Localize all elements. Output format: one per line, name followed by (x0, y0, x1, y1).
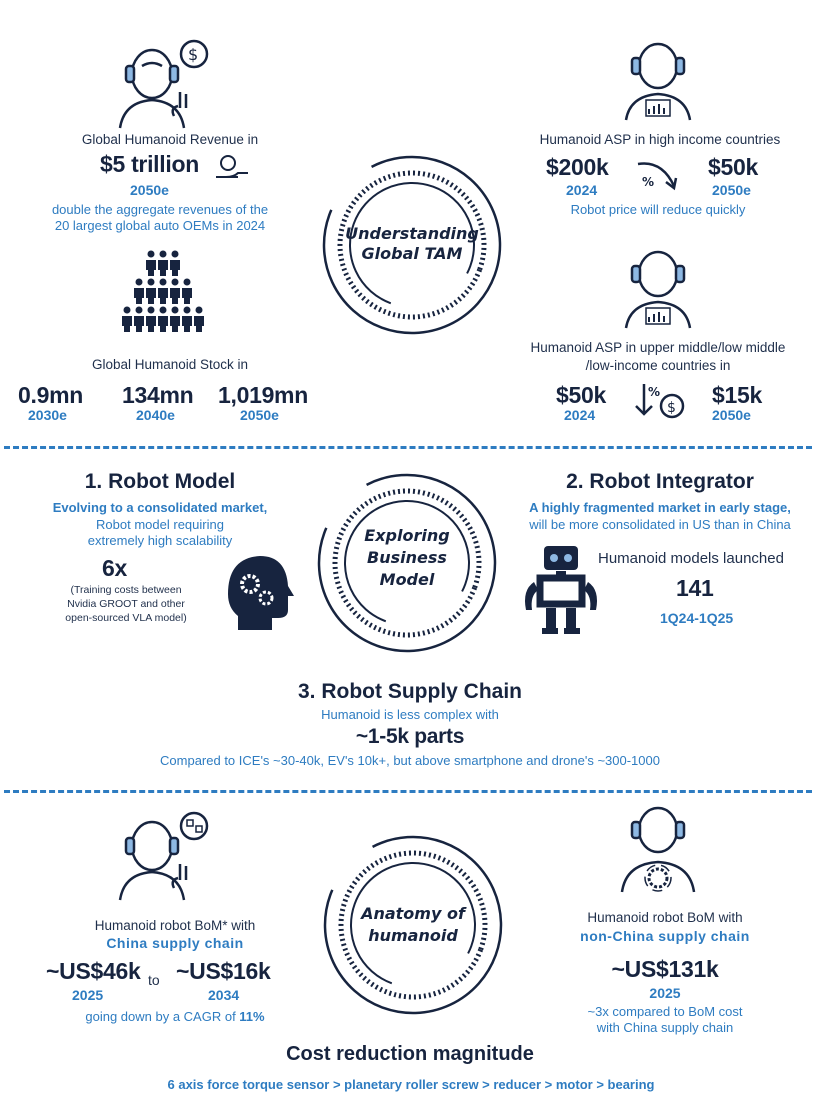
supply-chain-note: Compared to ICE's ~30-40k, EV's 10k+, but above smartphone and drone's ~300-1000 (160, 753, 660, 768)
person-figure-body (182, 316, 192, 332)
robot-model-note1: (Training costs between (70, 584, 182, 596)
integrator-sub2: will be more consolidated in US than in China (529, 517, 791, 532)
nonchina-bom-title: Humanoid robot BoM with (587, 910, 743, 925)
nonchina-bom-value: ~US$131k (611, 956, 719, 982)
robot-model-sub3: extremely high scalability (87, 533, 233, 548)
person-figure-head (160, 251, 167, 258)
robot-supply-icon (112, 808, 222, 900)
robot-model-note3: open-sourced VLA model) (65, 612, 187, 624)
person-figure-body (134, 316, 144, 332)
robot-dollar-icon (112, 36, 222, 128)
stock-value-3: 1,019mn (218, 382, 308, 408)
person-figure-head (124, 307, 131, 314)
robot-model-sub2: Robot model requiring (96, 517, 224, 532)
robot-model-note2: Nvidia GROOT and other (67, 598, 185, 610)
robot-model-sub1: Evolving to a consolidated market, (52, 500, 268, 515)
asp-low-from-value: $50k (556, 382, 606, 408)
section-divider-2 (4, 790, 812, 793)
person-figure-head (196, 307, 203, 314)
cost-reduction-title: Cost reduction magnitude (286, 1043, 534, 1065)
person-figure-body (170, 260, 180, 276)
asp-high-to-value: $50k (708, 154, 758, 180)
china-bom-from-value: ~US$46k (46, 958, 141, 984)
head-gears-icon (222, 554, 288, 630)
robot-integrator-title: 2. Robot Integrator (566, 470, 754, 493)
asp-low-title-2: /low-income countries in (585, 358, 731, 373)
svg-text:%: % (648, 385, 661, 399)
robot-model-value: 6x (102, 555, 127, 581)
person-figure-body (182, 288, 192, 304)
china-cagr-text: going down by a CAGR of (85, 1009, 240, 1024)
person-figure-head (148, 251, 155, 258)
anatomy-center-line2: humanoid (368, 926, 458, 945)
person-figure-head (184, 307, 191, 314)
price-down-arrow-icon (636, 160, 684, 192)
china-cagr-value: 11% (239, 1009, 265, 1024)
nonchina-bom-year: 2025 (649, 985, 681, 1001)
stock-year-1: 2030e (28, 407, 67, 423)
tam-center-line1: Understanding (345, 224, 479, 243)
robot-chart-icon (618, 36, 698, 120)
tam-center-line2: Global TAM (361, 244, 463, 263)
stock-title: Global Humanoid Stock in (91, 357, 249, 372)
business-center-line3: Model (379, 570, 435, 589)
svg-text:$: $ (188, 45, 199, 64)
person-figure-body (122, 316, 132, 332)
person-figure-head (172, 279, 179, 286)
asp-high-note: Robot price will reduce quickly (570, 202, 746, 217)
asp-low-to-value: $15k (712, 382, 762, 408)
revenue-note-2: 20 largest global auto OEMs in 2024 (54, 218, 266, 233)
revenue-title: Global Humanoid Revenue in (81, 132, 259, 147)
person-figure-head (148, 279, 155, 286)
supply-chain-title: 3. Robot Supply Chain (298, 680, 522, 703)
asp-high-to-year: 2050e (712, 182, 751, 198)
stock-value-2: 134mn (122, 382, 194, 408)
hand-coin-icon (214, 153, 254, 183)
robot-model-title: 1. Robot Model (84, 470, 236, 493)
supply-chain-value: ~1-5k parts (355, 725, 465, 748)
asp-high-from-year: 2024 (566, 182, 598, 198)
robot-chart-icon-2 (618, 244, 698, 328)
asp-low-from-year: 2024 (564, 407, 596, 423)
svg-text:%: % (642, 175, 655, 189)
business-center-line1: Exploring (364, 526, 450, 545)
person-figure-body (146, 316, 156, 332)
person-figure-body (170, 316, 180, 332)
china-supply-highlight: China supply chain (106, 935, 244, 951)
anatomy-center-line1: Anatomy of (361, 904, 465, 923)
person-figure-body (170, 288, 180, 304)
integrator-sub1: A highly fragmented market in early stage, (529, 500, 791, 515)
person-figure-body (146, 288, 156, 304)
person-figure-head (148, 307, 155, 314)
robot-figure-icon (520, 544, 610, 636)
china-bom-to-year: 2034 (208, 987, 240, 1003)
person-figure-head (136, 307, 143, 314)
people-pyramid-icon (118, 246, 208, 336)
china-bom-title: Humanoid robot BoM* with (94, 918, 256, 933)
nonchina-supply-highlight: non-China supply chain (580, 928, 750, 944)
person-figure-body (134, 288, 144, 304)
person-figure-head (172, 251, 179, 258)
china-bom-from-year: 2025 (72, 987, 104, 1003)
section-divider-1 (4, 446, 812, 449)
asp-high-from-value: $200k (546, 154, 609, 180)
asp-low-to-year: 2050e (712, 407, 751, 423)
launched-value: 141 (676, 575, 714, 601)
person-figure-body (146, 260, 156, 276)
person-figure-head (172, 307, 179, 314)
revenue-value: $5 trillion (100, 151, 199, 177)
supply-chain-sub: Humanoid is less complex with (321, 707, 499, 722)
person-figure-body (158, 288, 168, 304)
anatomy-ring-graphic (318, 830, 508, 1020)
launched-label: Humanoid models launched (598, 550, 784, 567)
person-figure-head (136, 279, 143, 286)
stock-year-2: 2040e (136, 407, 175, 423)
person-figure-body (158, 260, 168, 276)
stock-year-3: 2050e (240, 407, 279, 423)
launched-period: 1Q24-1Q25 (660, 610, 734, 626)
stock-value-1: 0.9mn (18, 382, 83, 408)
person-figure-head (184, 279, 191, 286)
asp-high-title: Humanoid ASP in high income countries (539, 132, 781, 147)
revenue-note-1: double the aggregate revenues of the (51, 202, 269, 217)
cost-reduction-chain: 6 axis force torque sensor > planetary roller screw > reducer > motor > bearing (167, 1077, 655, 1092)
person-figure-body (194, 316, 204, 332)
china-bom-to-value: ~US$16k (176, 958, 271, 984)
china-cagr-line (30, 1009, 320, 1024)
person-figure-body (158, 316, 168, 332)
asp-low-title-1: Humanoid ASP in upper middle/low middle (530, 340, 786, 355)
robot-gear-icon (618, 800, 698, 892)
business-center-line2: Business (367, 548, 447, 567)
revenue-year: 2050e (130, 182, 169, 198)
china-bom-to-word: to (148, 972, 160, 988)
nonchina-note2: with China supply chain (596, 1020, 734, 1035)
person-figure-head (160, 279, 167, 286)
percent-dollar-down-icon (634, 382, 690, 422)
nonchina-note1: ~3x compared to BoM cost (587, 1004, 743, 1019)
svg-text:$: $ (667, 400, 676, 416)
person-figure-head (160, 307, 167, 314)
